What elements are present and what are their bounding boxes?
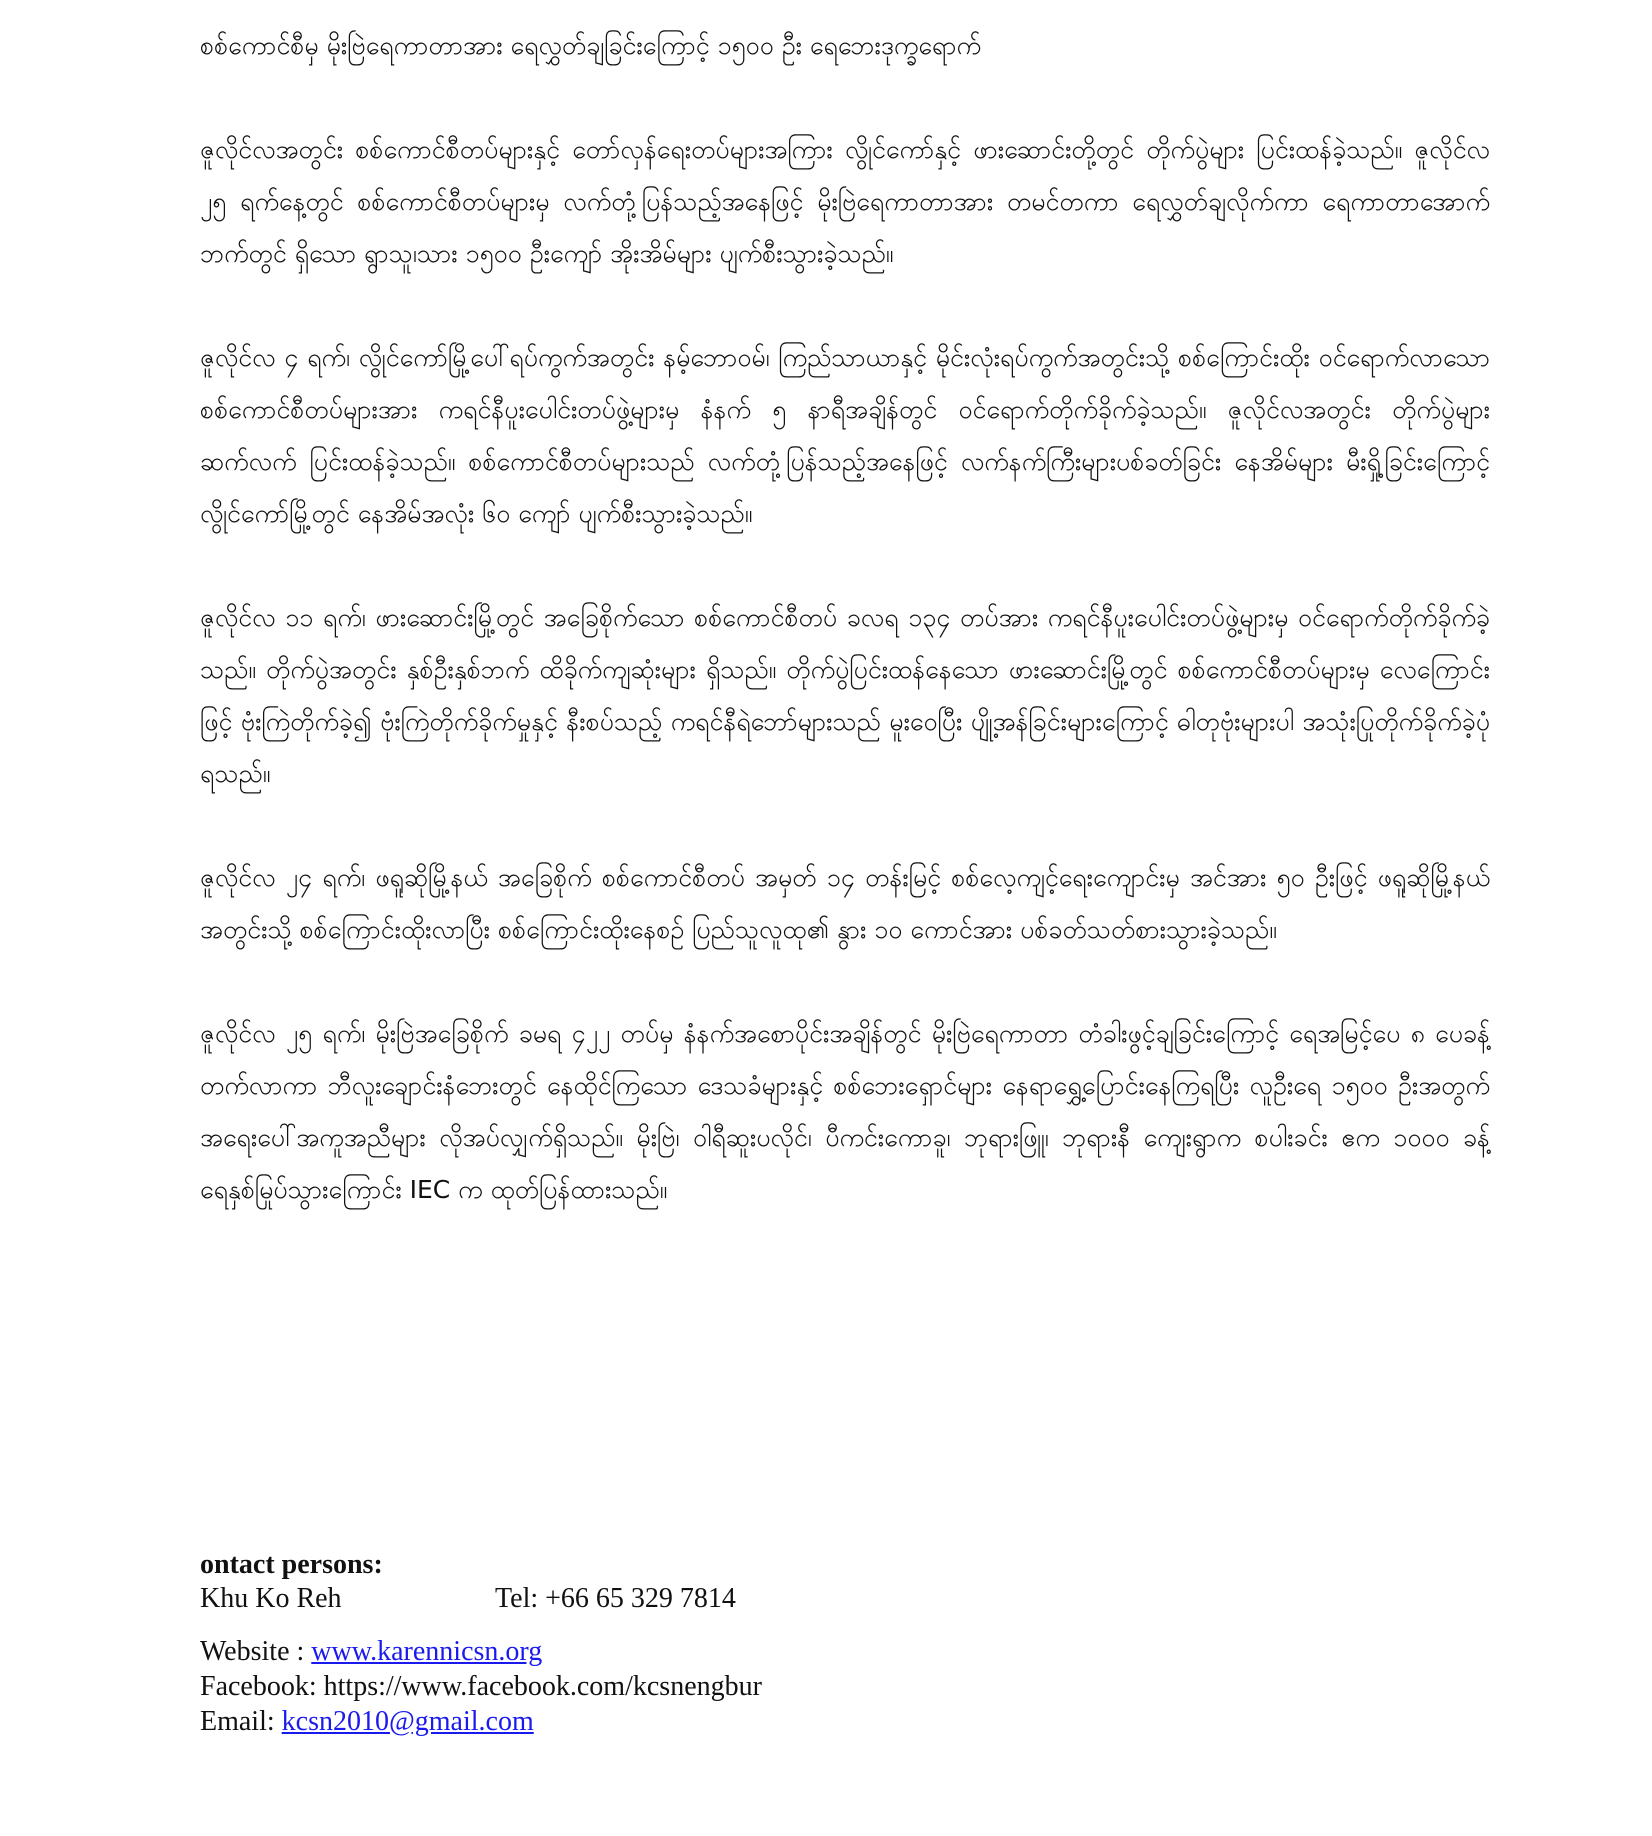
headline: စစ်ကောင်စီမှ မိုးဗြဲရေကာတာအား ရေလွှတ်ချခြင်းကြောင့် ၁၅၀၀ ဦး ရေဘေးဒုက္ခရောက် — [200, 31, 982, 60]
email-label: Email: — [200, 1706, 282, 1737]
website-link[interactable]: www.karennicsn.org — [311, 1636, 543, 1667]
contact-person-name: Khu Ko Reh — [200, 1583, 342, 1614]
paragraph-3: ဇူလိုင်လ ၁၁ ရက်၊ ဖားဆောင်းမြို့တွင် အခြေစိုက်သော စစ်ကောင်စီတပ် ခလရ ၁၃၄ တပ်အား ကရင်နီပူးပေါင်းတပ်ဖွဲ့များမှ ဝင်ရောက်တိုက်ခိုက်ခဲ့သည်။ တိုက်ပွဲအတွင်း နှစ်ဦးနှစ်ဘက် ထိခိုက်ကျဆုံးများ ရှိသည်။ တိုက်ပွဲပြင်းထန်နေသော ဖားဆောင်းမြို့တွင် စစ်ကောင်စီတပ်များမှ လေကြောင်းဖြင့် ဗုံးကြဲတိုက်ခဲ့၍ ဗုံးကြဲတိုက်ခိုက်မှုနှင့် နီးစပ်သည့် ကရင်နီရဲဘော်များသည် မူးဝေပြီး ပျို့အန်ခြင်းများကြောင့် ဓါတုဗုံးများပါ အသုံးပြုတိုက်ခိုက်ခဲ့ပုံရသည်။ — [200, 603, 1490, 788]
facebook-row: Facebook: https://www.facebook.com/kcsnengbur — [200, 1671, 762, 1702]
contact-person-tel: Tel: +66 65 329 7814 — [495, 1583, 736, 1614]
paragraph-1: ဇူလိုင်လအတွင်း စစ်ကောင်စီတပ်များနှင့် တော်လှန်ရေးတပ်များအကြား လွိုင်ကော်နှင့် ဖားဆောင်းတို့တွင် တိုက်ပွဲများ ပြင်းထန်ခဲ့သည်။ ဇူလိုင်လ ၂၅ ရက်နေ့တွင် စစ်ကောင်စီတပ်များမှ လက်တုံ့ပြန်သည့်အနေဖြင့် မိုးဗြဲရေကာတာအား တမင်တကာ ရေလွှတ်ချလိုက်ကာ ရေကာတာအောက်ဘက်တွင် ရှိသော ရွာသူ၊သား ၁၅၀၀ ဦးကျော် အိုးအိမ်များ ပျက်စီးသွားခဲ့သည်။ — [200, 135, 1490, 268]
email-link[interactable]: kcsn2010@gmail.com — [281, 1706, 534, 1737]
contact-links — [200, 1634, 1200, 1739]
email-row — [200, 1704, 1200, 1739]
paragraph-2: ဇူလိုင်လ ၄ ရက်၊ လွိုင်ကော်မြို့ပေါ်ရပ်ကွက်အတွင်း နမ့်ဘောဝမ်၊ ကြည်သာယာနှင့် မိုင်းလုံးရပ်ကွက်အတွင်းသို့ စစ်ကြောင်းထိုး ဝင်ရောက်လာသော စစ်ကောင်စီတပ်များအား ကရင်နီပူးပေါင်းတပ်ဖွဲ့များမှ နံနက် ၅ နာရီအချိန်တွင် ဝင်ရောက်တိုက်ခိုက်ခဲ့သည်။ ဇူလိုင်လအတွင်း တိုက်ပွဲများဆက်လက် ပြင်းထန်ခဲ့သည်။ စစ်ကောင်စီတပ်များသည် လက်တုံ့ပြန်သည့်အနေဖြင့် လက်နက်ကြီးများပစ်ခတ်ခြင်း နေအိမ်များ မီးရှို့ခြင်းကြောင့် လွိုင်ကော်မြို့တွင် နေအိမ်အလုံး ၆၀ ကျော် ပျက်စီးသွားခဲ့သည်။ — [200, 343, 1490, 528]
press-release-body — [200, 20, 1490, 1268]
contact-person-row — [200, 1582, 1200, 1616]
contact-heading: ontact persons: — [200, 1549, 383, 1580]
website-label: Website : — [200, 1636, 312, 1667]
website-row — [200, 1634, 1200, 1669]
paragraph-4: ဇူလိုင်လ ၂၄ ရက်၊ ဖရူဆိုမြို့နယ် အခြေစိုက် စစ်ကောင်စီတပ် အမှတ် ၁၄ တန်းမြင့် စစ်လေ့ကျင့်ရေးကျောင်းမှ အင်အား ၅၀ ဦးဖြင့် ဖရူဆိုမြို့နယ်အတွင်းသို့ စစ်ကြောင်းထိုးလာပြီး စစ်ကြောင်းထိုးနေစဉ် ပြည်သူလူထု၏ နွား ၁၀ ကောင်အား ပစ်ခတ်သတ်စားသွားခဲ့သည်။ — [200, 863, 1490, 944]
paragraph-5: ဇူလိုင်လ ၂၅ ရက်၊ မိုးဗြဲအခြေစိုက် ခမရ ၄၂၂ တပ်မှ နံနက်အစောပိုင်းအချိန်တွင် မိုးဗြဲရေကာတာ တံခါးဖွင့်ချခြင်းကြောင့် ရေအမြင့်ပေ ၈ ပေခန့်တက်လာကာ ဘီလူးချောင်းနံဘေးတွင် နေထိုင်ကြသော ဒေသခံများနှင့် စစ်ဘေးရှောင်များ နေရာရွှေ့ပြောင်းနေကြရပြီး လူဦးရေ ၁၅၀၀ ဦးအတွက် အရေးပေါ်အကူအညီများ လိုအပ်လျှက်ရှိသည်။ မိုးဗြဲ၊ ဝါရီဆူးပလိုင်၊ ပီကင်းကောခူ၊ ဘုရားဖြူ၊ ဘုရားနီ ကျေးရွာက စပါးခင်း ဧက ၁၀၀၀ ခန့် ရေနှစ်မြုပ်သွားကြောင်း IEC က ထုတ်ပြန်ထားသည်။ — [200, 1019, 1490, 1204]
contact-section — [200, 1548, 1200, 1739]
